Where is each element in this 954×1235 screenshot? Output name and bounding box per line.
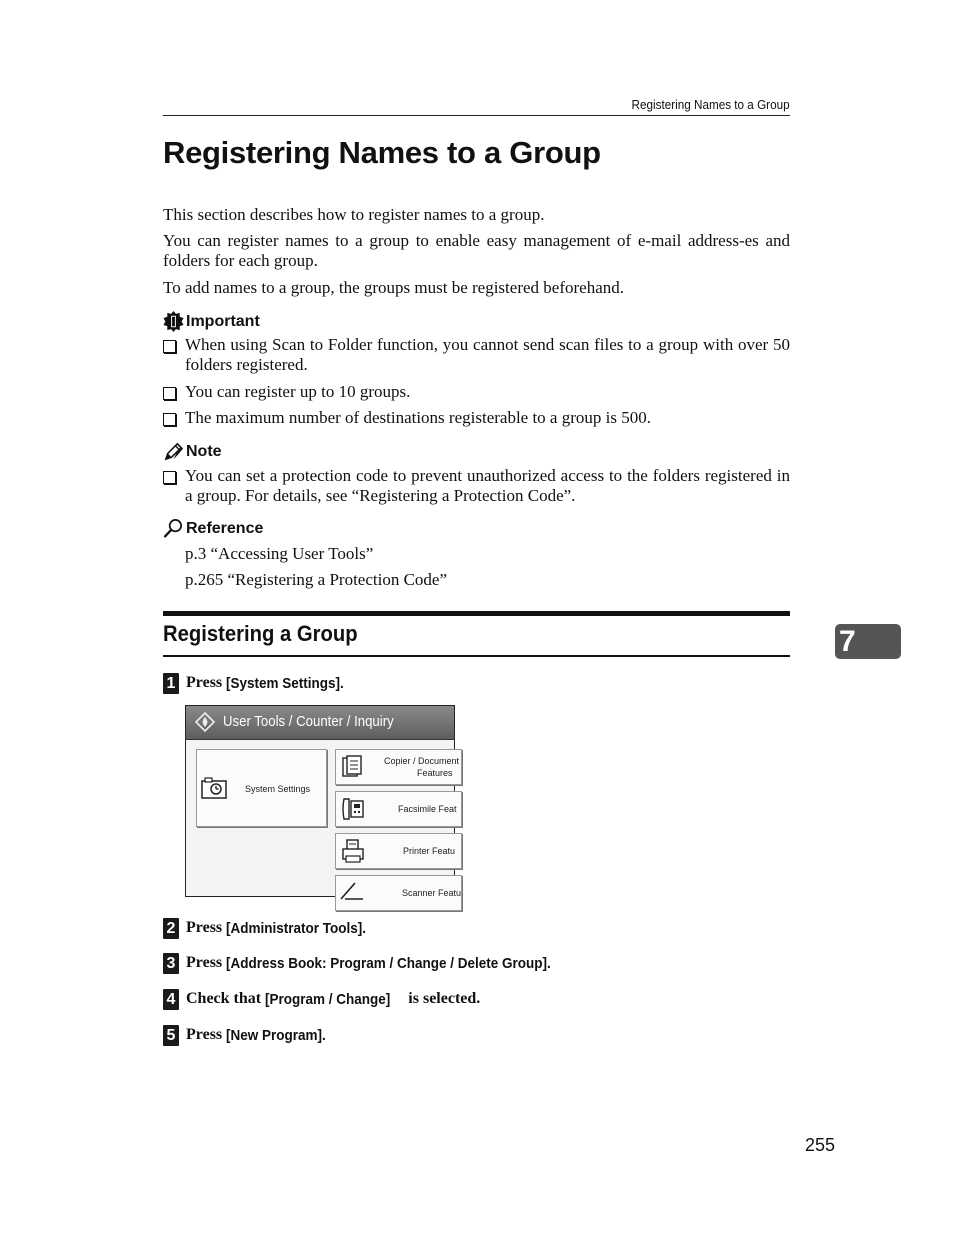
printer-label: Printer Featu [403,846,456,856]
step-key: [Program / Change] [265,990,391,1008]
user-tools-screen [185,705,462,898]
step [163,672,357,694]
step [163,1024,337,1046]
system-settings-label: System Settings [245,784,311,794]
important-item [163,335,790,375]
screen-title: User Tools / Counter / Inquiry [223,713,394,730]
system-settings-icon [201,777,227,799]
checkbox-icon [163,413,176,426]
step-key: [New Program]. [226,1026,326,1044]
note-item [163,466,790,506]
step-text: Check that [186,990,262,1007]
copier-label: Copier / Document [384,756,460,766]
checkbox-icon [163,471,176,484]
system-settings-button[interactable] [196,749,327,827]
page-number: 255 [804,1135,835,1155]
screen-titlebar [186,706,454,740]
section-rule [163,611,790,616]
section-rule [163,655,790,657]
facsimile-icon [341,797,365,821]
section-title: Registering a Group [163,621,358,646]
note-heading [163,441,222,462]
step-number: 1 [163,673,179,694]
step-key: [System Settings]. [226,674,344,692]
step-key: [Administrator Tools]. [226,919,367,937]
screen-body [186,740,462,898]
checkbox-icon [163,340,176,353]
important-item-text: You can register up to 10 groups. [185,382,411,401]
note-label: Note [186,442,222,460]
step-text: is selected. [408,990,481,1007]
important-item [163,408,790,428]
copier-label: Features [417,768,453,778]
step [163,917,382,939]
step-number: 3 [163,953,179,974]
reference-link[interactable]: p.3 “Accessing User Tools” [185,544,374,563]
user-tools-icon [195,712,215,732]
important-item-text: The maximum number of destinations registerable to a group is 500. [185,408,651,427]
step-key: [Address Book: Program / Change / Delete Group]. [226,954,551,972]
step-text: Press [186,674,223,691]
running-header-title: Registering Names to a Group [631,97,790,112]
important-icon [163,311,184,332]
intro-paragraph: This section describes how to register names to a group. [163,205,545,224]
pencil-icon [163,441,184,462]
step [163,952,587,974]
scanner-label: Scanner Featu [402,888,462,898]
step-text: Press [186,954,223,971]
important-label: Important [186,312,260,330]
running-header [163,96,790,116]
facsimile-label: Facsimile Feat [398,804,457,814]
page-title: Registering Names to a Group [163,135,601,170]
step-text: Press [186,919,223,936]
step-number: 4 [163,989,179,1010]
checkbox-icon [163,387,176,400]
copier-icon [341,755,363,779]
intro-paragraph: To add names to a group, the groups must be registered beforehand. [163,278,624,297]
step-number: 5 [163,1025,179,1046]
step-number: 2 [163,918,179,939]
chapter-number: 7 [839,625,856,658]
chapter-tab [835,624,901,659]
printer-features-button[interactable] [335,833,462,869]
reference-heading [163,518,263,539]
step-text: Press [186,1026,223,1043]
intro-paragraph: You can register names to a group to enable easy management of e-mail address-es and folders for each group. [163,231,790,270]
important-item-text: When using Scan to Folder function, you cannot send scan files to a group with over 50 folders registered. [185,335,790,374]
step [163,988,480,1010]
facsimile-features-button[interactable] [335,791,462,827]
scanner-icon [339,879,365,903]
note-item-text: You can set a protection code to prevent unauthorized access to the folders registered in a group. For details, see “Registering a Protection Code”. [185,466,790,505]
reference-label: Reference [186,519,264,537]
important-item [163,382,790,402]
magnifier-icon [163,518,184,539]
important-heading [163,311,260,332]
copier-features-button[interactable] [335,749,462,785]
scanner-features-button[interactable] [335,875,462,911]
printer-icon [341,839,365,863]
reference-link[interactable]: p.265 “Registering a Protection Code” [185,570,448,589]
